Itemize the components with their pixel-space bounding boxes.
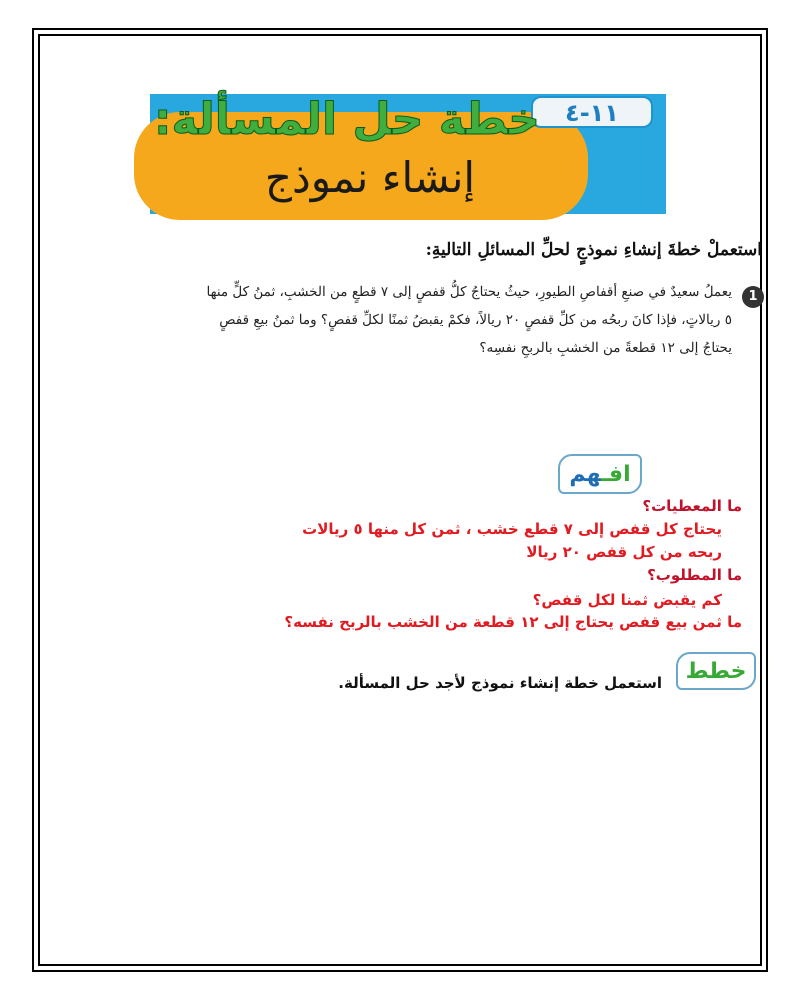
lesson-number-tab: ١١-٤ bbox=[531, 96, 653, 128]
required-line-1: كم يقبض ثمنا لكل قفص؟ bbox=[532, 591, 722, 609]
plan-text: استعمل خطة إنشاء نموذج لأجد حل المسألة. bbox=[338, 674, 662, 692]
given-line-1: يحتاج كل قفص إلى ٧ قطع خشب ، ثمن كل منها ٥ ريالات bbox=[302, 520, 722, 538]
instruction-text: استعملْ خطةَ إنشاءِ نموذجٍ لحلِّ المسائلِ التاليةِ: bbox=[425, 240, 762, 260]
problem-line: يحتاجُ إلى ١٢ قطعةً من الخشبِ بالربحِ نفسِه؟ bbox=[479, 340, 732, 356]
required-line-2: ما ثمن بيع قفص يحتاج إلى ١٢ قطعة من الخشب بالربح نفسه؟ bbox=[284, 613, 742, 631]
lesson-subtitle: إنشاء نموذج bbox=[264, 153, 476, 202]
plan-tag: خطط bbox=[676, 652, 756, 690]
problem-line: يعملُ سعيدٌ في صنعِ أقفاصِ الطيورِ، حيثُ يحتاجُ كلُّ قفصٍ إلى ٧ قطعٍ من الخشبِ، ثمنُ كلٍّ منها bbox=[206, 284, 732, 300]
given-line-2: ربحه من كل قفص ٢٠ ريالا bbox=[526, 543, 722, 561]
problem-number-badge: 1 bbox=[742, 286, 764, 308]
lesson-title: خطة حل المسألة: bbox=[153, 94, 540, 145]
problem-line: ٥ ريالاتٍ، فإذا كانَ ربحُه من كلِّ قفصٍ ٢٠ ريالاً، فكمْ يقبضُ ثمنًا لكلِّ قفصٍ؟ وما ثمنُ بيعِ قفصٍ bbox=[219, 312, 732, 328]
required-heading: ما المطلوب؟ bbox=[647, 566, 742, 584]
given-heading: ما المعطيات؟ bbox=[642, 497, 742, 515]
understand-tag: افـهم bbox=[558, 454, 642, 494]
